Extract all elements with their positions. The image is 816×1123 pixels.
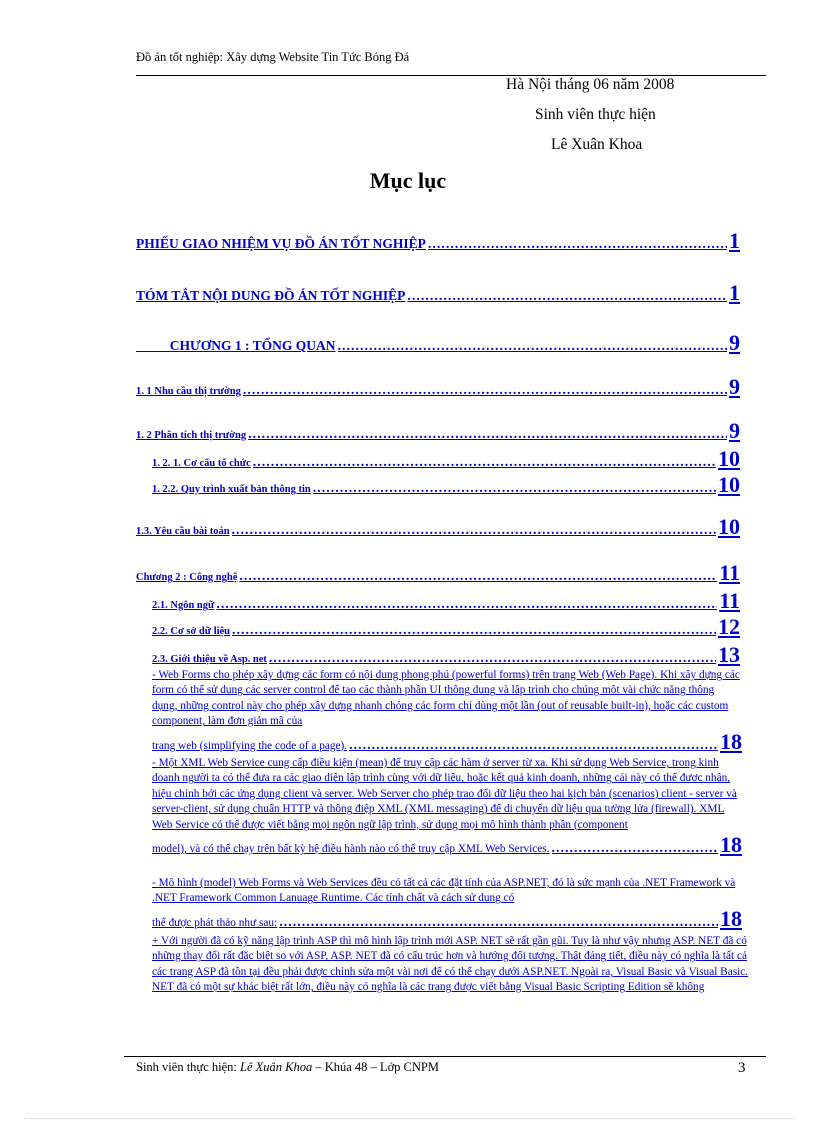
toc-entry-label: 1.3. Yêu cầu bài toán [136,526,230,537]
toc-entry-page: 1 [729,228,740,253]
toc-entry-label: 2.1. Ngôn ngữ [152,600,215,611]
toc-entry[interactable] [152,446,740,472]
toc-entry-label: TÓM TẮT NỘI DUNG ĐỒ ÁN TỐT NGHIỆP [136,288,406,303]
toc-entry[interactable] [152,642,740,668]
toc-leader-dots [552,841,719,856]
toc-entry-label: CHƯƠNG 1 : TỔNG QUAN [136,338,336,353]
toc-leader-dots [232,623,716,639]
toc-entry-page: 1 [729,280,740,305]
toc-leader-dots [407,289,727,305]
toc-leader-dots [253,455,716,471]
footer-prefix: Sinh viên thực hiện: [136,1060,240,1074]
toc-entry[interactable] [136,374,740,400]
toc-entry-page: 9 [729,330,740,355]
toc-entry-page: 9 [729,374,740,399]
toc-entry-page: 18 [720,905,742,931]
toc-entry-label: 1. 1 Nhu cầu thị trường [136,386,241,397]
footer-suffix: – Khúa 48 – Lớp CNPM [312,1060,439,1074]
toc-entry[interactable] [152,588,740,614]
toc-paragraph-last-line: model), và có thể chạy trên bất kỳ hệ điều hành nào có thể truy cập XML Web Services. [152,843,550,856]
toc-entry-label: 2.2. Cơ sở dữ liệu [152,626,231,637]
toc-entry[interactable] [136,228,740,254]
signature-date: Hà Nội tháng 06 năm 2008 [506,76,675,93]
page-number: 3 [738,1060,746,1076]
toc-entry[interactable] [136,560,740,586]
signature-name: Lê Xuân Khoa [551,136,643,153]
toc-entry-label: Chương 2 : Công nghệ [136,572,238,583]
toc-entry-label: 1. 2. 1. Cơ cấu tổ chức [152,458,251,469]
toc-leader-dots [428,237,727,253]
toc-entry-label: 2.3. Giới thiệu về Asp. net [152,654,267,665]
toc-entry-label: PHIẾU GIAO NHIỆM VỤ ĐỒ ÁN TỐT NGHIỆP [136,236,426,251]
toc-entry[interactable] [152,472,740,498]
toc-entry-page: 18 [720,832,742,858]
footer-student-name: Lê Xuân Khoa [240,1060,313,1074]
toc-paragraph-text: - Web Forms cho phép xây dựng các form có nội dung phong phú (powerful forms) trên trang Web (Web Page). Khi xây dựng các form có thể sử dụng các server control để tạo các thành phần UI thông dụng và lập trình cho chúng một vài chức năng thông dụng, những control này cho phép xây dựng nhanh chóng các form chỉ dùng một lần (out of reusable built-in), hoặc các custom component, làm đơn giản mã của [152,669,740,728]
toc-paragraph-entry[interactable] [152,756,742,857]
toc-entry-page: 18 [720,728,742,754]
toc-entry-page: 12 [718,614,740,639]
toc-paragraph-last-line: thể được phát thảo như sau: [152,916,278,929]
toc-leader-dots [239,569,717,585]
toc-leader-dots [338,339,727,355]
toc-leader-dots [232,523,716,539]
toc-entry-page: 11 [719,588,740,613]
toc-paragraph-entry[interactable] [152,876,742,931]
toc-entry[interactable] [136,514,740,540]
toc-entry-page: 11 [719,560,740,585]
document-header-title: Đồ án tốt nghiệp: Xây dựng Website Tin Tức Bóng Đá [136,50,410,64]
toc-entry[interactable] [152,614,740,640]
toc-leader-dots [248,427,727,443]
toc-entry-page: 9 [729,418,740,443]
toc-entry-label: 1. 2 Phân tích thị trường [136,430,247,441]
toc-entry[interactable] [136,418,740,444]
toc-entry-page: 10 [718,472,740,497]
toc-leader-dots [269,651,716,667]
toc-leader-dots [313,481,716,497]
toc-leader-dots [349,738,718,753]
toc-entry-page: 10 [718,514,740,539]
toc-paragraph-entry[interactable] [152,668,742,754]
toc-paragraph-text: - Một XML Web Service cung cấp điều kiện (mean) để truy cập các hàm ở server từ xa. Khi sử dụng Web Service, trong kinh doanh người ta có thể đưa ra các giao diện lập trình cùng với dữ liệu, hoặc kết quả kinh doanh, những cái này có thể được nhận, hiệu chỉnh bởi các ứng dụng client và server. Web Server cho phép trao đổi dữ liệu theo hai kịch bản (scenarios) client - server và server-client, sử dụng chuẩn HTTP và thông điệp XML (XML messaging) để di chuyển dữ liệu qua tường lửa (firewall). XML Web Service có thể được viết bằng mọi ngôn ngữ lập trình, sử dụng mọi mô hình thành phần (component [152,757,737,831]
footer-text [136,1060,439,1075]
toc-entry[interactable] [136,330,740,356]
toc-paragraph-last-line: trang web (simplifying the code of a page). [152,739,348,752]
toc-paragraph-text: - Mô hình (model) Web Forms và Web Services đều có tất cả các đặt tính của ASP.NET, đó là sức mạnh của .NET Framework và .NET Framework Common Lanuage Runtime. Các tính chất và cách sử dụng có [152,877,736,905]
toc-paragraph-entry-continued[interactable]: + Với người đã có kỹ năng lập trình ASP thì mô hình lập trình mới ASP. NET sẽ rất gần gũi. Tuy là như vậy nhưng ASP. NET đã có những thay đổi rất đặc biệt so với ASP, ASP. NET đã có cấu trúc hơn và hướng đối tượng. Thật đáng tiết, điều này có nghĩa là tất cả các trang ASP đã tồn tại đều phải được chỉnh sửa một vài nơi để có thể chạy dưới ASP.NET. Ngoài ra, Visual Basic và Visual Basic. NET đã có một sự khác biệt rất lớn, điều này có nghĩa là các trang được viết bằng Visual Basic Scripting Edition sẽ không [152,935,749,994]
toc-entry-page: 10 [718,446,740,471]
signature-role: Sinh viên thực hiện [535,106,656,123]
toc-leader-dots [243,383,727,399]
page-bottom-dotted-rule [24,1118,794,1119]
toc-leader-dots [279,915,718,930]
footer-divider [124,1056,766,1057]
toc-title: Mục lục [369,168,447,193]
toc-entry[interactable] [136,280,740,306]
toc-leader-dots [216,597,717,613]
toc-entry-label: 1. 2.2. Quy trình xuất bản thông tin [152,484,311,495]
toc-entry-page: 13 [718,642,740,667]
